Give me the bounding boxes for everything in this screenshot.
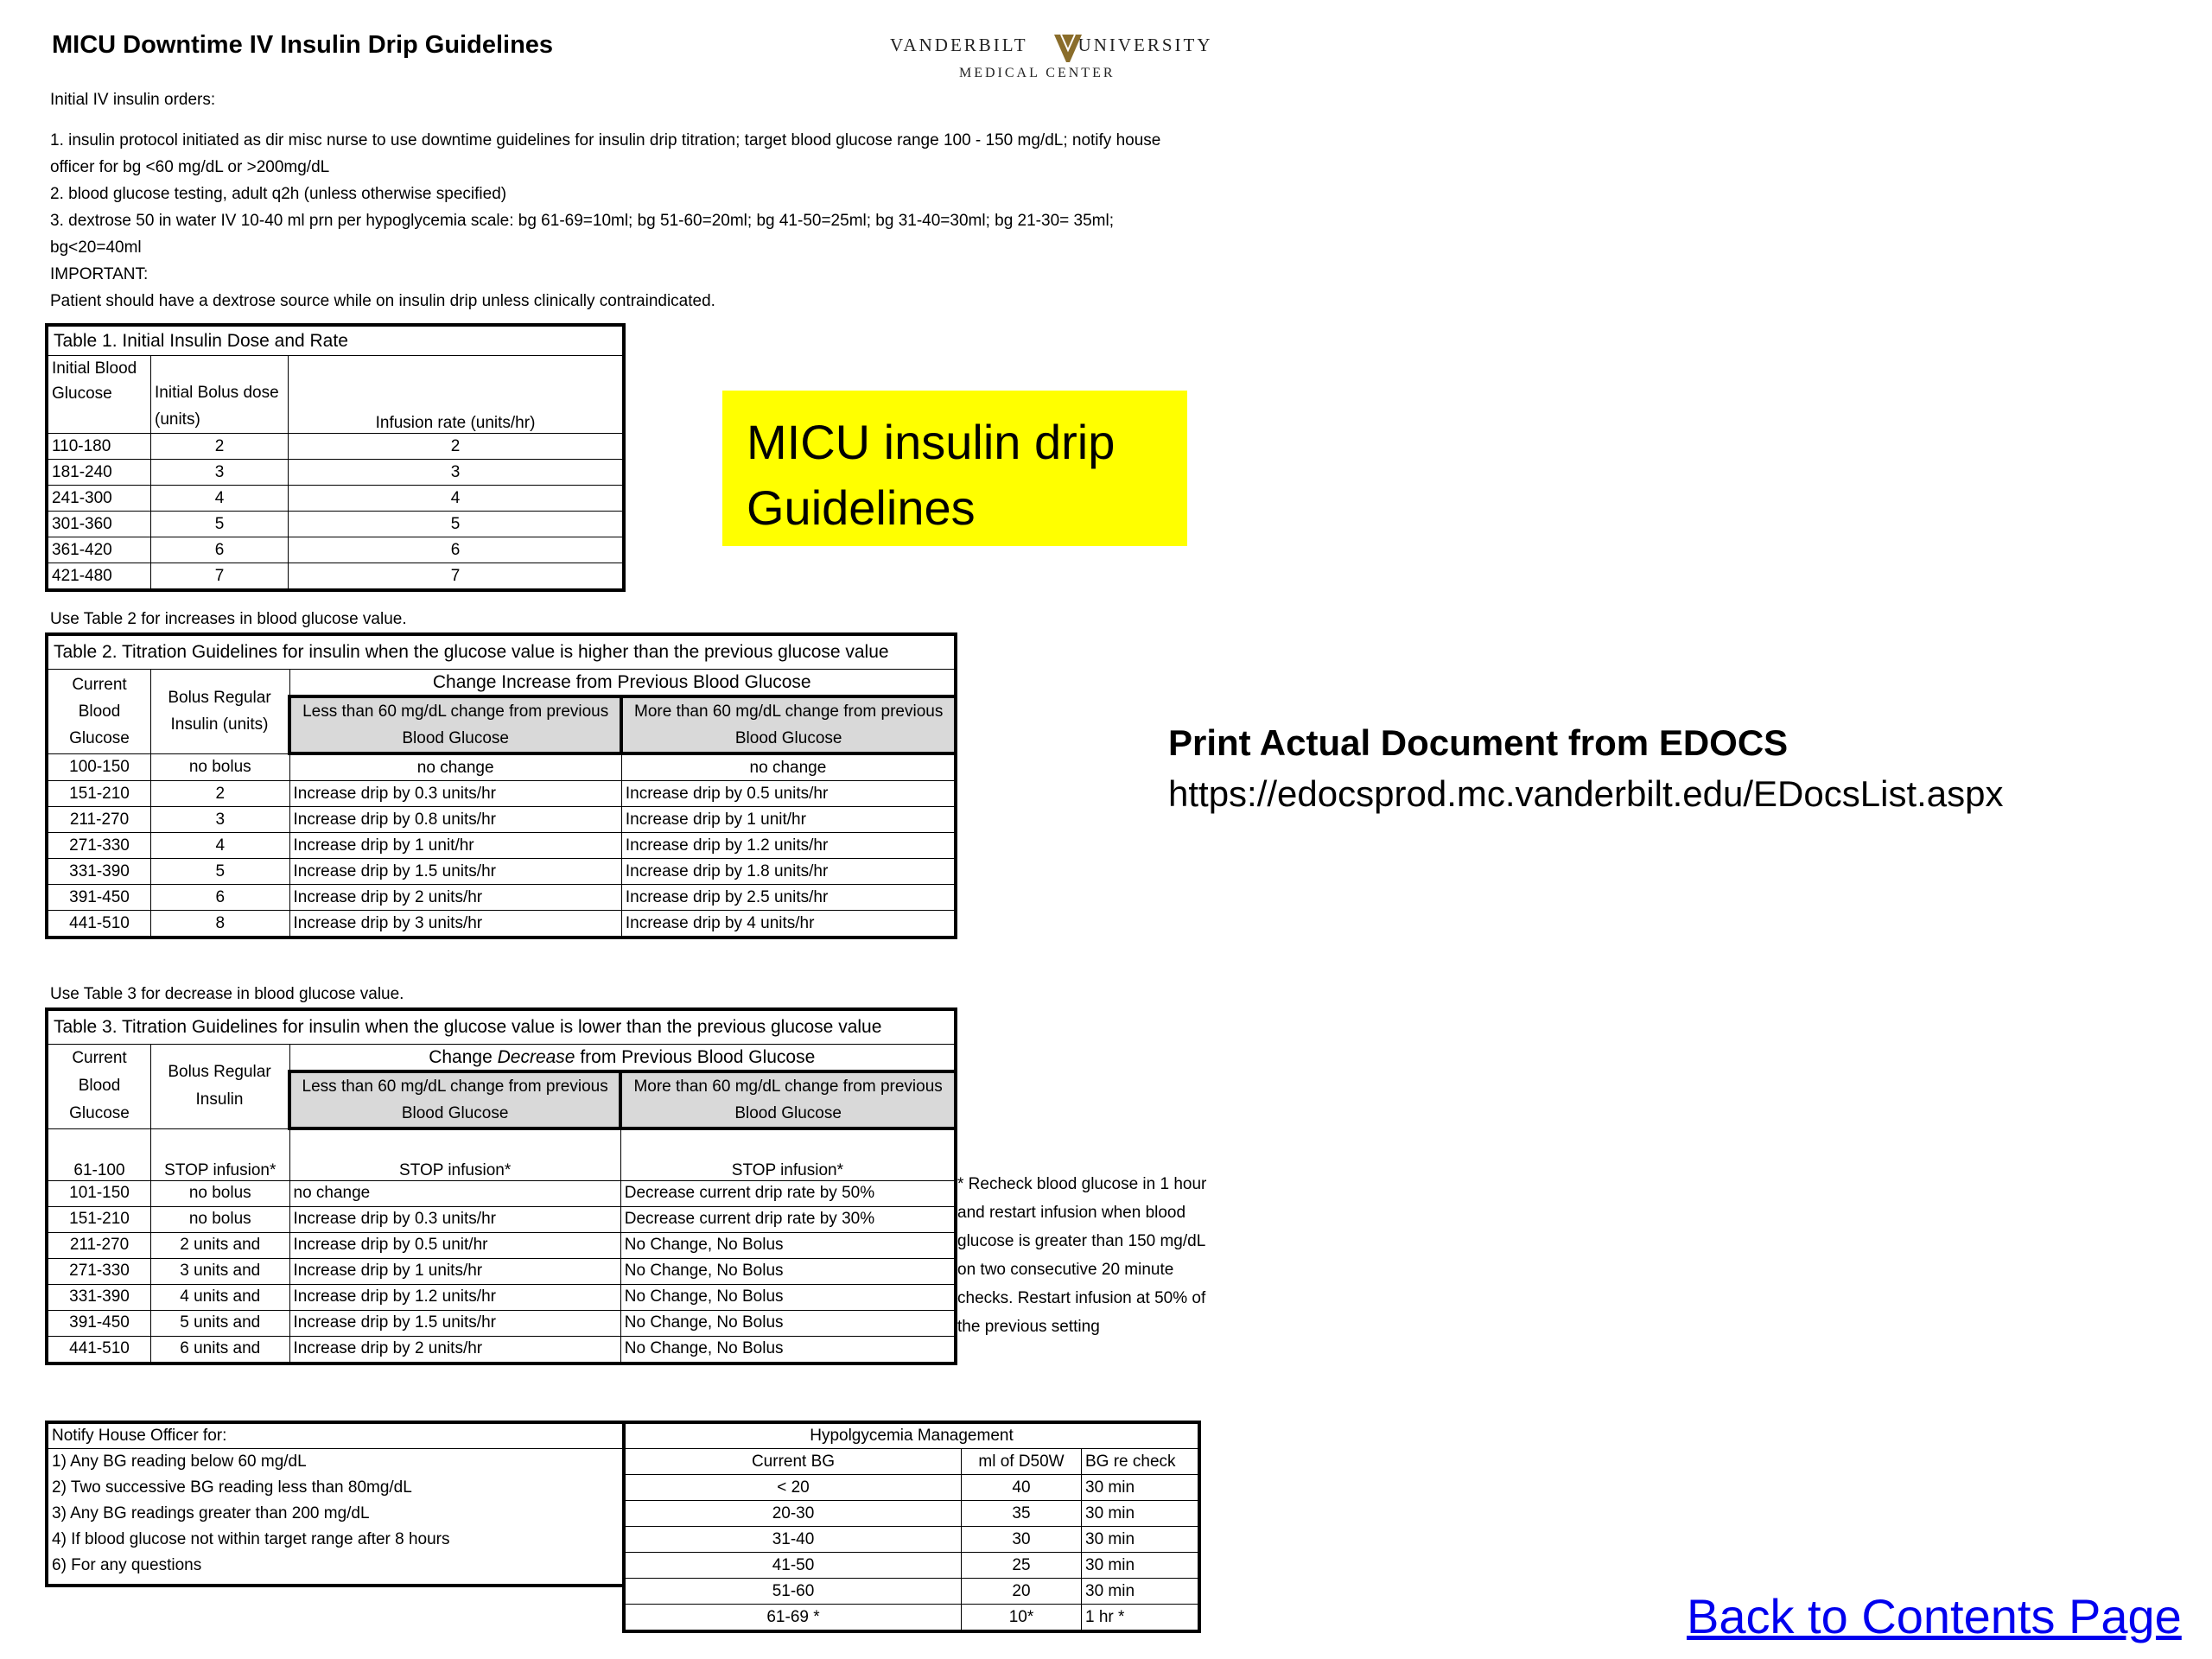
table2-header: More than 60 mg/dL change from previous Blood Glucose xyxy=(621,696,956,753)
list-item: 3) Any BG readings greater than 200 mg/dL xyxy=(52,1504,370,1522)
table-initial-dose xyxy=(45,323,626,592)
table-cell: Increase drip by 1.5 units/hr xyxy=(289,1310,620,1336)
orders-heading: Initial IV insulin orders: xyxy=(50,91,216,109)
table-cell: 5 xyxy=(289,512,625,537)
table-cell: 6 xyxy=(151,537,289,563)
table-row xyxy=(47,1336,956,1363)
table-cell: 151-210 xyxy=(47,781,151,807)
order-item: 1. insulin protocol initiated as dir misc nurse to use downtime guidelines for insulin drip titration; target blood glucose range 100 - 150 mg/dL; notify house officer for bg <60 mg/dL or >200mg/dL xyxy=(50,131,1161,176)
table-cell: 31-40 xyxy=(624,1527,962,1553)
hypo-header: ml of D50W xyxy=(962,1449,1082,1475)
table-titration-decrease xyxy=(45,1007,957,1365)
table-cell: 30 min xyxy=(1082,1501,1200,1527)
print-document-title: Print Actual Document from EDOCS xyxy=(1168,722,1789,763)
table-cell: Increase drip by 1 units/hr xyxy=(289,1258,620,1284)
table-cell: 361-420 xyxy=(47,537,151,563)
table-cell: Decrease current drip rate by 50% xyxy=(620,1180,956,1206)
table-cell: 271-330 xyxy=(47,833,151,859)
edocs-url: https://edocsprod.mc.vanderbilt.edu/EDocsList.aspx xyxy=(1168,773,2004,814)
table-cell: No Change, No Bolus xyxy=(620,1232,956,1258)
table1-header: Initial Bolus dose (units) xyxy=(151,356,289,434)
table-cell: 3 units and xyxy=(151,1258,290,1284)
table-cell: Increase drip by 0.5 units/hr xyxy=(621,781,956,807)
table-row xyxy=(624,1527,1199,1553)
table-cell: No Change, No Bolus xyxy=(620,1284,956,1310)
table-cell: Increase drip by 0.3 units/hr xyxy=(289,1206,620,1232)
table-cell: < 20 xyxy=(624,1475,962,1501)
table1-header: Infusion rate (units/hr) xyxy=(289,356,625,434)
table-row xyxy=(47,1206,956,1232)
table-cell: Decrease current drip rate by 30% xyxy=(620,1206,956,1232)
table-cell: 3 xyxy=(289,460,625,486)
table-cell: Increase drip by 1.5 units/hr xyxy=(289,859,621,885)
table3-caption: Table 3. Titration Guidelines for insulin when the glucose value is lower than the previous glucose value xyxy=(47,1009,956,1045)
callout-line: MICU insulin drip xyxy=(747,415,1116,469)
guidelines-callout xyxy=(722,391,1187,546)
table-cell: 5 xyxy=(151,512,289,537)
table-cell: 1 hr * xyxy=(1082,1605,1200,1632)
table-cell: Increase drip by 2.5 units/hr xyxy=(621,885,956,911)
table-row xyxy=(624,1605,1199,1632)
table-cell: 391-450 xyxy=(47,1310,151,1336)
table-cell: Increase drip by 2 units/hr xyxy=(289,1336,620,1363)
hypo-caption: Hypolgycemia Management xyxy=(624,1422,1199,1449)
important-text: Patient should have a dextrose source while on insulin drip unless clinically contraindicated. xyxy=(50,292,715,310)
table-cell: 10* xyxy=(962,1605,1082,1632)
table-row xyxy=(47,434,624,460)
table-cell: 41-50 xyxy=(624,1553,962,1579)
table-row xyxy=(624,1579,1199,1605)
table-cell: 211-270 xyxy=(47,807,151,833)
table-cell: 211-270 xyxy=(47,1232,151,1258)
table-cell: 30 min xyxy=(1082,1579,1200,1605)
table-cell: Increase drip by 0.5 unit/hr xyxy=(289,1232,620,1258)
table-cell: 5 units and xyxy=(151,1310,290,1336)
table3-header xyxy=(289,1045,956,1072)
table2-caption: Table 2. Titration Guidelines for insulin when the glucose value is higher than the previous glucose value xyxy=(47,634,956,670)
table-cell: 61-69 * xyxy=(624,1605,962,1632)
table-cell: No Change, No Bolus xyxy=(620,1336,956,1363)
table-cell: Increase drip by 0.8 units/hr xyxy=(289,807,621,833)
table3-header: Bolus Regular Insulin xyxy=(151,1045,290,1129)
initial-orders xyxy=(50,91,1199,315)
table-cell: 2 xyxy=(289,434,625,460)
table-cell: Increase drip by 1.8 units/hr xyxy=(621,859,956,885)
table-cell: 4 xyxy=(151,486,289,512)
table-cell: 20 xyxy=(962,1579,1082,1605)
table-cell: 6 xyxy=(151,885,290,911)
table-row xyxy=(624,1501,1199,1527)
back-to-contents-link[interactable]: Back to Contents Page xyxy=(1687,1589,2182,1643)
table-cell: no bolus xyxy=(151,753,290,781)
table-row xyxy=(47,1180,956,1206)
table-row xyxy=(47,1258,956,1284)
table-cell: 441-510 xyxy=(47,911,151,938)
logo-subtitle: MEDICAL CENTER xyxy=(959,66,1116,80)
table-cell: 4 xyxy=(151,833,290,859)
table-cell: no bolus xyxy=(151,1206,290,1232)
table-cell: 6 xyxy=(289,537,625,563)
notify-heading: Notify House Officer for: xyxy=(47,1422,624,1449)
table-cell: 2 units and xyxy=(151,1232,290,1258)
table-cell: 100-150 xyxy=(47,753,151,781)
table2-header: Current Blood Glucose xyxy=(47,670,151,754)
table-cell: 5 xyxy=(151,859,290,885)
oak-leaf-icon xyxy=(1051,31,1085,66)
table3-header: Less than 60 mg/dL change from previous Blood Glucose xyxy=(289,1071,620,1128)
table-cell: STOP infusion* xyxy=(289,1128,620,1180)
table-row xyxy=(624,1553,1199,1579)
table-cell: 2 xyxy=(151,781,290,807)
table-cell: 101-150 xyxy=(47,1180,151,1206)
table-cell: STOP infusion* xyxy=(151,1128,290,1180)
table-row xyxy=(47,807,956,833)
table-cell: 30 min xyxy=(1082,1553,1200,1579)
notify-list xyxy=(47,1449,624,1586)
table-row xyxy=(47,1232,956,1258)
table-cell: Increase drip by 1 unit/hr xyxy=(621,807,956,833)
table-cell: 110-180 xyxy=(47,434,151,460)
table2-header: Change Increase from Previous Blood Glucose xyxy=(289,670,956,697)
important-label: IMPORTANT: xyxy=(50,265,149,283)
header-text: Change xyxy=(429,1046,498,1067)
table-row xyxy=(47,859,956,885)
table-cell: 8 xyxy=(151,911,290,938)
table2-note: Use Table 2 for increases in blood glucose value. xyxy=(50,610,407,628)
table3-header: More than 60 mg/dL change from previous Blood Glucose xyxy=(620,1071,956,1128)
logo-word-right: UNIVERSITY xyxy=(1077,35,1213,55)
table3-note: Use Table 3 for decrease in blood glucose value. xyxy=(50,985,404,1003)
table-cell: 7 xyxy=(151,563,289,591)
table-row xyxy=(624,1475,1199,1501)
table-cell: 441-510 xyxy=(47,1336,151,1363)
table-cell: 181-240 xyxy=(47,460,151,486)
table2-header: Bolus Regular Insulin (units) xyxy=(151,670,290,754)
table-cell: 3 xyxy=(151,807,290,833)
list-item: 2) Two successive BG reading less than 80mg/dL xyxy=(52,1478,412,1497)
table-titration-increase xyxy=(45,632,957,939)
table-cell: 61-100 xyxy=(47,1128,151,1180)
logo-word-left: VANDERBILT xyxy=(890,35,1028,55)
list-item: 6) For any questions xyxy=(52,1556,202,1574)
vanderbilt-logo xyxy=(890,31,1213,92)
table-row xyxy=(47,512,624,537)
table-cell: Increase drip by 1.2 units/hr xyxy=(289,1284,620,1310)
table-cell: 3 xyxy=(151,460,289,486)
table-cell: 241-300 xyxy=(47,486,151,512)
table-cell: 51-60 xyxy=(624,1579,962,1605)
table-cell: 40 xyxy=(962,1475,1082,1501)
hypoglycemia-management xyxy=(622,1421,1201,1633)
table-cell: 2 xyxy=(151,434,289,460)
table1-header: Initial Blood Glucose xyxy=(47,356,151,434)
table-row xyxy=(47,781,956,807)
table-row xyxy=(47,1310,956,1336)
table-cell: 6 units and xyxy=(151,1336,290,1363)
table-cell: Increase drip by 3 units/hr xyxy=(289,911,621,938)
table-cell: 30 min xyxy=(1082,1475,1200,1501)
table-cell: 301-360 xyxy=(47,512,151,537)
list-item: 1) Any BG reading below 60 mg/dL xyxy=(52,1452,307,1471)
page-title: MICU Downtime IV Insulin Drip Guidelines xyxy=(52,31,554,59)
header-emphasis: Decrease xyxy=(497,1046,575,1067)
table-cell: 25 xyxy=(962,1553,1082,1579)
table-cell: Increase drip by 2 units/hr xyxy=(289,885,621,911)
table-cell: 4 xyxy=(289,486,625,512)
table-cell: STOP infusion* xyxy=(620,1128,956,1180)
table-cell: 20-30 xyxy=(624,1501,962,1527)
table-cell: 7 xyxy=(289,563,625,591)
table-row xyxy=(47,911,956,938)
table2-header: Less than 60 mg/dL change from previous Blood Glucose xyxy=(289,696,621,753)
table-cell: No Change, No Bolus xyxy=(620,1310,956,1336)
table-cell: Increase drip by 4 units/hr xyxy=(621,911,956,938)
table-row xyxy=(47,885,956,911)
table-cell: 271-330 xyxy=(47,1258,151,1284)
table-cell: Increase drip by 1 unit/hr xyxy=(289,833,621,859)
callout-line: Guidelines xyxy=(747,480,976,535)
table-cell: 421-480 xyxy=(47,563,151,591)
table-cell: No Change, No Bolus xyxy=(620,1258,956,1284)
table-row xyxy=(47,460,624,486)
table-cell: 331-390 xyxy=(47,859,151,885)
table-cell: 30 min xyxy=(1082,1527,1200,1553)
table-cell: 35 xyxy=(962,1501,1082,1527)
header-text: from Previous Blood Glucose xyxy=(575,1046,816,1067)
hypo-header: Current BG xyxy=(624,1449,962,1475)
table-cell: no bolus xyxy=(151,1180,290,1206)
table-cell: 30 xyxy=(962,1527,1082,1553)
table-cell: 4 units and xyxy=(151,1284,290,1310)
order-item: 3. dextrose 50 in water IV 10-40 ml prn per hypoglycemia scale: bg 61-69=10ml; bg 51-60=20ml; bg 41-50=25ml; bg 31-40=30ml; bg 21-30= 35ml; bg<20=40ml xyxy=(50,212,1114,257)
table-cell: 391-450 xyxy=(47,885,151,911)
table3-header: Current Blood Glucose xyxy=(47,1045,151,1129)
table-cell: 331-390 xyxy=(47,1284,151,1310)
table-cell: Increase drip by 1.2 units/hr xyxy=(621,833,956,859)
table-row xyxy=(47,1284,956,1310)
table-cell: no change xyxy=(289,1180,620,1206)
notify-house-officer xyxy=(45,1421,626,1587)
recheck-footnote: * Recheck blood glucose in 1 hour and restart infusion when blood glucose is greater than 150 mg/dL on two consecutive 20 minute checks. Restart infusion at 50% of the previous setting xyxy=(957,1175,1207,1336)
table-row xyxy=(47,537,624,563)
table-row xyxy=(47,486,624,512)
table-cell: no change xyxy=(289,753,621,781)
table-cell: Increase drip by 0.3 units/hr xyxy=(289,781,621,807)
table-row xyxy=(47,563,624,591)
table-cell: 151-210 xyxy=(47,1206,151,1232)
table-cell: no change xyxy=(621,753,956,781)
table-row xyxy=(47,1128,956,1180)
table-row xyxy=(47,753,956,781)
hypo-header: BG re check xyxy=(1082,1449,1200,1475)
table-row xyxy=(47,833,956,859)
order-item: 2. blood glucose testing, adult q2h (unless otherwise specified) xyxy=(50,185,507,203)
table1-caption: Table 1. Initial Insulin Dose and Rate xyxy=(47,325,624,356)
list-item: 4) If blood glucose not within target range after 8 hours xyxy=(52,1530,450,1548)
